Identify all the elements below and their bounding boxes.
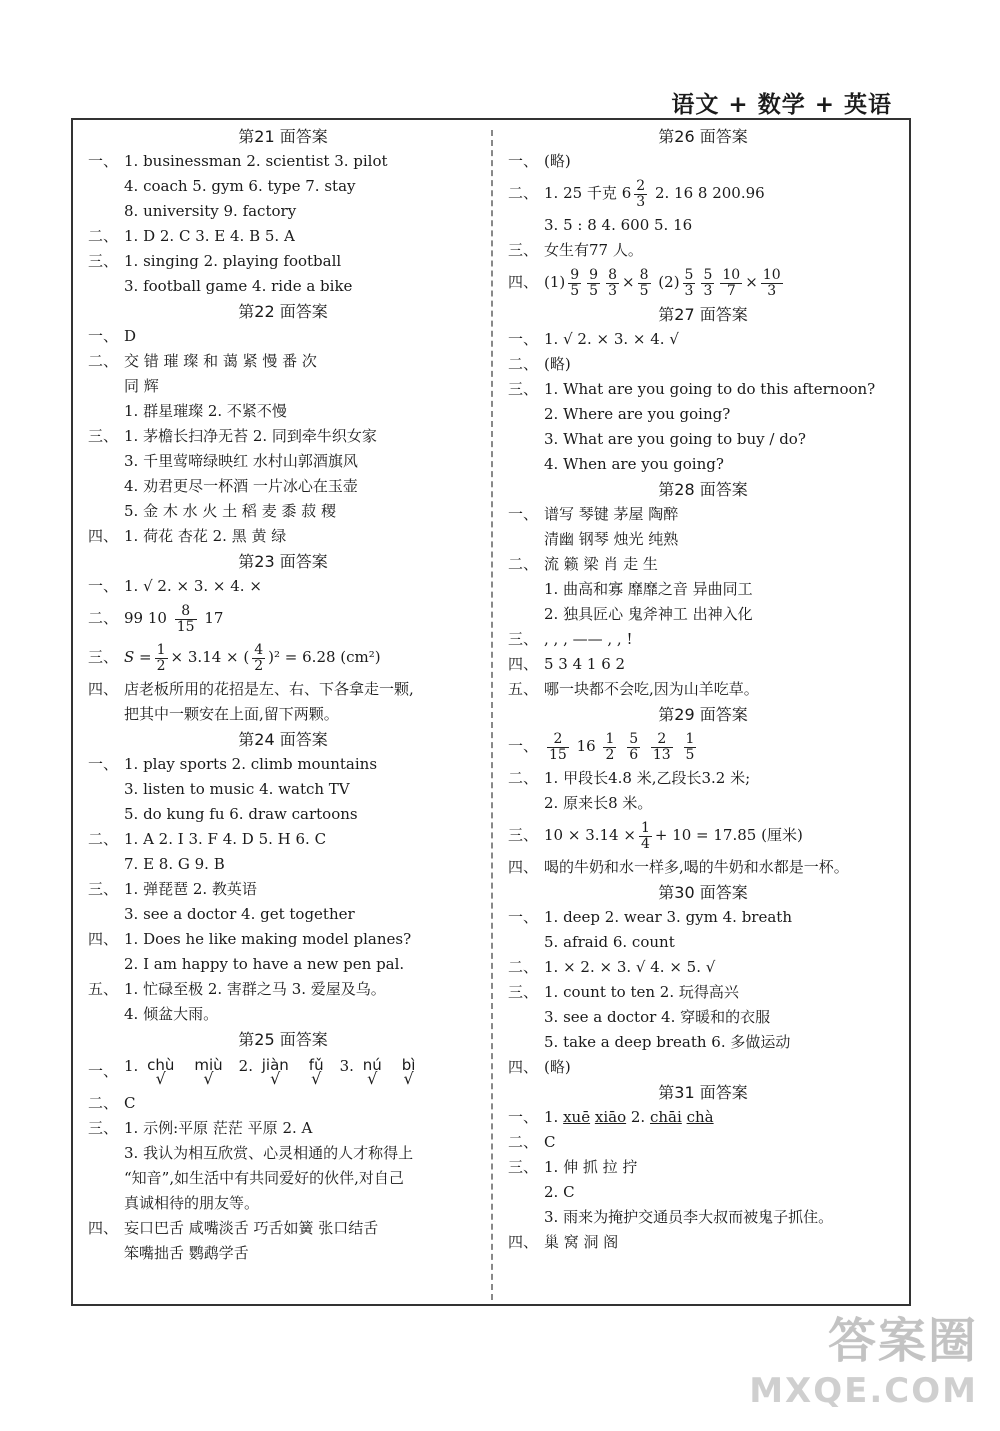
answer-text: 1. 忙碌至极 2. 害群之马 3. 爱屋及乌。 bbox=[124, 980, 386, 998]
column-divider bbox=[491, 130, 493, 1300]
answer-text: 99 10 $\frac{8}{15}$ 17 bbox=[124, 602, 224, 635]
answer-text: 2. 原来长8 米。 bbox=[544, 794, 653, 812]
answer-text: C bbox=[124, 1094, 136, 1112]
left-column bbox=[88, 124, 478, 1266]
formula-text: S = $\frac{1}{2}$ × 3.14 × ( $\frac{4}{2}$ )² = 6.28 (cm²) bbox=[124, 641, 381, 674]
item-label: 一、 bbox=[88, 152, 119, 170]
answer-text: 3. listen to music 4. watch TV bbox=[124, 780, 350, 798]
answer-text: 1. businessman 2. scientist 3. pilot bbox=[124, 152, 388, 170]
answer-text: 1. A 2. I 3. F 4. D 5. H 6. C bbox=[124, 830, 327, 848]
answer-line bbox=[88, 199, 478, 224]
answer-text: 4. When are you going? bbox=[544, 455, 724, 473]
answer-text: 笨嘴拙舌 鹦鹉学舌 bbox=[124, 1244, 249, 1262]
item-label: 二、 bbox=[508, 355, 539, 373]
fraction: $\frac{2}{3}$ bbox=[636, 177, 646, 210]
item-label: 三、 bbox=[88, 1119, 119, 1137]
item-label: 一、 bbox=[508, 1108, 539, 1126]
answer-text: (略) bbox=[544, 1058, 571, 1076]
item-label: 一、 bbox=[88, 577, 119, 595]
section-title-27: 第27 面答案 bbox=[658, 305, 748, 324]
answer-text: 2. C bbox=[544, 1183, 575, 1201]
answer-text: 1. singing 2. playing football bbox=[124, 252, 342, 270]
answer-line bbox=[88, 224, 478, 249]
answer-text: 1. 示例:平原 茫茫 平原 2. A bbox=[124, 1119, 313, 1137]
answer-text: 同 辉 bbox=[124, 377, 159, 395]
item-label: 一、 bbox=[88, 327, 119, 345]
pinyin-item: chù √ bbox=[147, 1056, 175, 1088]
item-label: 一、 bbox=[508, 505, 539, 523]
answer-text: 3. 5 : 8 4. 600 5. 16 bbox=[544, 216, 693, 234]
section-title-25: 第25 面答案 bbox=[238, 1030, 328, 1049]
answer-text: 7. E 8. G 9. B bbox=[124, 855, 225, 873]
answer-text: 1. × 2. × 3. √ 4. × 5. √ bbox=[544, 958, 716, 976]
answer-text: 1. 弹琵琶 2. 教英语 bbox=[124, 880, 257, 898]
answer-text: 1. play sports 2. climb mountains bbox=[124, 755, 378, 773]
answer-line bbox=[88, 174, 478, 199]
item-label: 二、 bbox=[508, 1133, 539, 1151]
answer-text: 巢 窝 洞 阁 bbox=[544, 1233, 619, 1251]
section-title-31: 第31 面答案 bbox=[658, 1083, 748, 1102]
pinyin-item: bì √ bbox=[401, 1056, 416, 1088]
fraction-answers: (1) $\frac{9}{5}$ $\frac{9}{5}$ $\frac{8}{3}$ × $\frac{8}{5}$ (2) $\frac{5}{3}$ $\frac{5}{3}$ $\frac{10}{7}$ × $\frac{10}{3}$ bbox=[544, 266, 781, 299]
item-label: 四、 bbox=[508, 655, 539, 673]
item-label: 二、 bbox=[508, 769, 539, 787]
answer-text: 喝的牛奶和水一样多,喝的牛奶和水都是一杯。 bbox=[544, 858, 849, 876]
answer-text: 4. 劝君更尽一杯酒 一片冰心在玉壶 bbox=[124, 477, 358, 495]
answer-text: 1. count to ten 2. 玩得高兴 bbox=[544, 983, 739, 1001]
item-label: 二、 bbox=[508, 184, 539, 202]
answer-line bbox=[88, 274, 478, 299]
answer-text: 1. 伸 抓 拉 拧 bbox=[544, 1158, 638, 1176]
section-title-30: 第30 面答案 bbox=[658, 883, 748, 902]
item-label: 三、 bbox=[508, 826, 539, 844]
answer-text: 3. What are you going to buy / do? bbox=[544, 430, 806, 448]
item-label: 四、 bbox=[88, 527, 119, 545]
item-label: 二、 bbox=[88, 609, 119, 627]
answer-text: 5. 金 木 水 火 土 稻 麦 黍 菽 稷 bbox=[124, 502, 336, 520]
item-label: 四、 bbox=[88, 680, 119, 698]
answer-text: 3. see a doctor 4. 穿暖和的衣服 bbox=[544, 1008, 771, 1026]
item-label: 四、 bbox=[508, 858, 539, 876]
answer-text: 4. 倾盆大雨。 bbox=[124, 1005, 219, 1023]
item-label: 三、 bbox=[88, 648, 119, 666]
answer-text: 3. see a doctor 4. get together bbox=[124, 905, 355, 923]
section-title-28: 第28 面答案 bbox=[658, 480, 748, 499]
answer-text: 流 籁 梁 肖 走 生 bbox=[544, 555, 658, 573]
item-label: 四、 bbox=[508, 1058, 539, 1076]
answer-text: D bbox=[124, 327, 137, 345]
answer-text: 1. √ 2. × 3. × 4. √ bbox=[544, 330, 679, 348]
section-title-23: 第23 面答案 bbox=[238, 552, 328, 571]
item-label: 四、 bbox=[508, 1233, 539, 1251]
answer-text: 2. Where are you going? bbox=[544, 405, 731, 423]
page-header-title: 语文 + 数学 + 英语 bbox=[671, 92, 892, 118]
item-label: 三、 bbox=[508, 983, 539, 1001]
answer-text: 把其中一颗安在上面,留下两颗。 bbox=[124, 705, 339, 723]
answer-text: 1. 荷花 杏花 2. 黑 黄 绿 bbox=[124, 527, 287, 545]
answer-text: 交 错 璀 璨 和 蔼 紧 慢 番 次 bbox=[124, 352, 317, 370]
answer-text: 1. 甲段长4.8 米,乙段长3.2 米; bbox=[544, 769, 751, 787]
answer-text: C bbox=[544, 1133, 556, 1151]
fraction: $\frac{8}{15}$ bbox=[176, 602, 195, 635]
pinyin-answers: 1. chù √ miù √ 2. jiàn √ fǔ √ 3. nú √ bì √ bbox=[124, 1056, 416, 1088]
answer-text: 1. 曲高和寡 靡靡之音 异曲同工 bbox=[544, 580, 753, 598]
answer-text: 3. 雨来为掩护交通员李大叔而被鬼子抓住。 bbox=[544, 1208, 834, 1226]
answer-text: 5. take a deep breath 6. 多做运动 bbox=[544, 1033, 791, 1051]
answer-text: 4. coach 5. gym 6. type 7. stay bbox=[124, 177, 356, 195]
section-title-21: 第21 面答案 bbox=[238, 127, 328, 146]
pinyin-item: jiàn √ bbox=[261, 1056, 289, 1088]
answer-text: 谱写 琴键 茅屋 陶醉 bbox=[544, 505, 679, 523]
fraction: $\frac{1}{2}$ bbox=[156, 641, 166, 674]
answer-text: 1. What are you going to do this afternoon? bbox=[544, 380, 876, 398]
answer-text: 1. Does he like making model planes? bbox=[124, 930, 412, 948]
answer-text: 1. D 2. C 3. E 4. B 5. A bbox=[124, 227, 295, 245]
item-label: 三、 bbox=[88, 880, 119, 898]
item-label: 二、 bbox=[88, 352, 119, 370]
answer-text: 1. 群星璀璨 2. 不紧不慢 bbox=[124, 402, 287, 420]
answer-text: 清幽 钢琴 烛光 纯熟 bbox=[544, 530, 679, 548]
item-label: 一、 bbox=[88, 1062, 119, 1080]
item-label: 二、 bbox=[88, 830, 119, 848]
answer-text: 3. 我认为相互欣赏、心灵相通的人才称得上 bbox=[124, 1144, 414, 1162]
answer-text: “知音”,如生活中有共同爱好的伙伴,对自己 bbox=[124, 1169, 404, 1187]
answer-text: 8. university 9. factory bbox=[124, 202, 297, 220]
answer-text: 哪一块都不会吃,因为山羊吃草。 bbox=[544, 680, 759, 698]
answer-text: (略) bbox=[544, 152, 571, 170]
answer-text: 1. √ 2. × 3. × 4. × bbox=[124, 577, 262, 595]
answer-line bbox=[88, 249, 478, 274]
right-column bbox=[508, 124, 898, 1255]
section-title-22: 第22 面答案 bbox=[238, 302, 328, 321]
answer-text: 女生有77 人。 bbox=[544, 241, 643, 259]
formula-text: 10 × 3.14 × $\frac{1}{4}$ + 10 = 17.85 (厘米) bbox=[544, 819, 803, 852]
answer-text: 5 3 4 1 6 2 bbox=[544, 655, 626, 673]
item-label: 三、 bbox=[508, 241, 539, 259]
item-label: 三、 bbox=[508, 630, 539, 648]
item-label: 二、 bbox=[88, 227, 119, 245]
answer-text: 2. I am happy to have a new pen pal. bbox=[124, 955, 405, 973]
item-label: 一、 bbox=[508, 908, 539, 926]
section-title-29: 第29 面答案 bbox=[658, 705, 748, 724]
item-label: 二、 bbox=[508, 555, 539, 573]
item-label: 四、 bbox=[88, 930, 119, 948]
item-label: 五、 bbox=[508, 680, 539, 698]
pinyin-item: miù √ bbox=[194, 1056, 223, 1088]
item-label: 二、 bbox=[508, 958, 539, 976]
pinyin-item: nú √ bbox=[362, 1056, 382, 1088]
item-label: 三、 bbox=[88, 252, 119, 270]
answer-line bbox=[88, 149, 478, 174]
item-label: 四、 bbox=[508, 273, 539, 291]
fraction-answers: $\frac{2}{15}$ 16 $\frac{1}{2}$ $\frac{5}{6}$ $\frac{2}{13}$ $\frac{1}{5}$ bbox=[549, 730, 695, 763]
answer-text: 5. do kung fu 6. draw cartoons bbox=[124, 805, 358, 823]
answer-text: 1. 25 千克 6 $\frac{2}{3}$ 2. 16 8 200.96 bbox=[544, 177, 765, 210]
answer-text: 1. deep 2. wear 3. gym 4. breath bbox=[544, 908, 792, 926]
answer-text: 妄口巴舌 咸嘴淡舌 巧舌如簧 张口结舌 bbox=[124, 1219, 379, 1237]
item-label: 四、 bbox=[88, 1219, 119, 1237]
section-title-26: 第26 面答案 bbox=[658, 127, 748, 146]
item-label: 一、 bbox=[508, 330, 539, 348]
fraction: $\frac{4}{2}$ bbox=[254, 641, 264, 674]
item-label: 一、 bbox=[88, 755, 119, 773]
pinyin-answers: 1. xuē xiāo 2. chāi chà bbox=[544, 1108, 714, 1126]
item-label: 三、 bbox=[88, 427, 119, 445]
item-label: 五、 bbox=[88, 980, 119, 998]
answer-text: 店老板所用的花招是左、右、下各拿走一颗, bbox=[124, 680, 414, 698]
answer-text: 3. 千里莺啼绿映红 水村山郭酒旗风 bbox=[124, 452, 358, 470]
answer-text: 1. 茅檐长扫净无苔 2. 同到牵牛织女家 bbox=[124, 427, 377, 445]
answer-text: (略) bbox=[544, 355, 571, 373]
item-label: 三、 bbox=[508, 380, 539, 398]
pinyin-item: fǔ √ bbox=[308, 1056, 324, 1088]
watermark-logo: 答案圈 MXQE.COM bbox=[749, 1313, 978, 1411]
answer-text: 2. 独具匠心 鬼斧神工 出神入化 bbox=[544, 605, 753, 623]
answer-text: 真诚相待的朋友等。 bbox=[124, 1194, 260, 1212]
answer-text: , , , —— , , ! bbox=[544, 630, 633, 648]
item-label: 三、 bbox=[508, 1158, 539, 1176]
item-label: 一、 bbox=[508, 737, 539, 755]
answer-text: 3. football game 4. ride a bike bbox=[124, 277, 353, 295]
item-label: 一、 bbox=[508, 152, 539, 170]
item-label: 二、 bbox=[88, 1094, 119, 1112]
answer-text: 5. afraid 6. count bbox=[544, 933, 675, 951]
section-title-24: 第24 面答案 bbox=[238, 730, 328, 749]
